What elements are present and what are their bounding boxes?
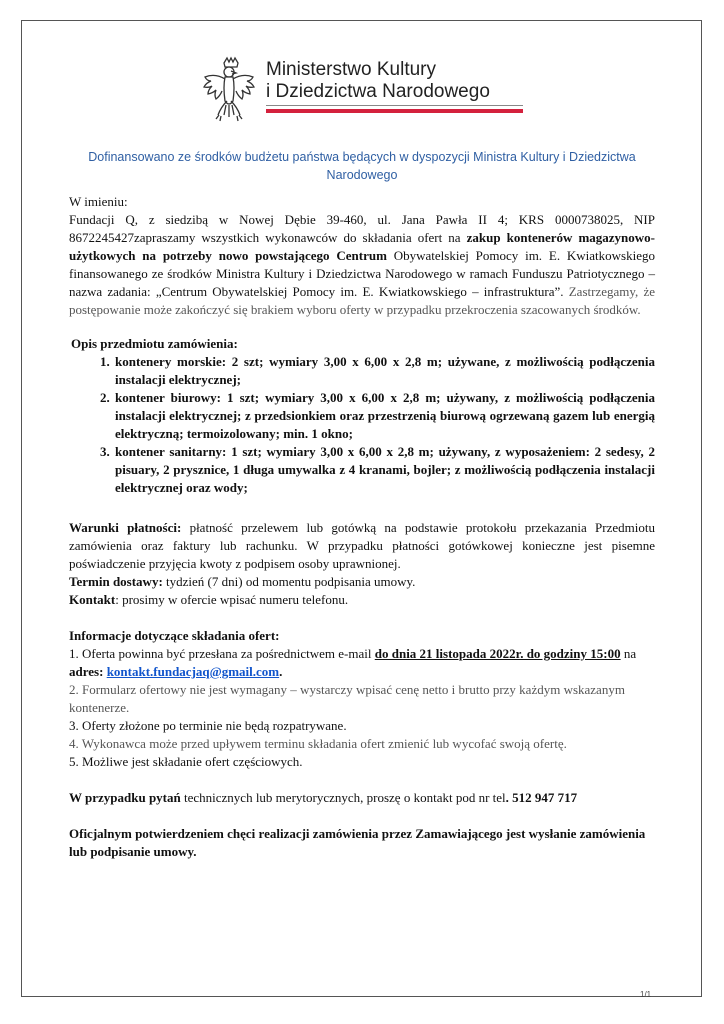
informacje-item-4: 4. Wykonawca może przed upływem terminu składania ofert zmienić lub wycofać swoją ofertę. xyxy=(69,736,567,751)
informacje-title: Informacje dotyczące składania ofert: xyxy=(69,628,280,643)
warunki-platnosci: Warunki płatności: płatność przelewem lub gotówką na podstawie protokołu przekazania Przedmiotu zamówienia oraz faktury lub rachunku. W przypadku płatności gotówkowej konieczne jest pisemne poświadczenie przyjęcia kwoty z podpisem osoby uprawnionej. xyxy=(69,520,655,571)
informacje-item-2: 2. Formularz ofertowy nie jest wymagany – wystarczy wpisać cenę netto i brutto przy każdym wskazanym kontenerze. xyxy=(69,682,625,715)
header-red-rule xyxy=(266,109,523,113)
intro-paragraph: Fundacji Q, z siedzibą w Nowej Dębie 39-460, ul. Jana Pawła II 4; KRS 0000738025, NIP 8672245427zapraszamy wszystkich wykonawców do składania ofert na zakup kontenerów magazynowo-użytkowych na potrzeby nowo powstającego Centrum Obywatelskiej Pomocy im. E. Kwiatkowskiego finansowanego ze środków Ministra Kultury i Dziedzictwa Narodowego w ramach Funduszu Patriotycznego – nazwa zadania: „Centrum Obywatelskiej Pomocy im. E. Kwiatkowskiego – infrastruktura”. Zastrzegamy, że postępowanie może zakończyć się brakiem wyboru oferty w przypadku przekroczenia szacowanych środków. xyxy=(69,212,655,317)
intro-label: W imieniu: xyxy=(69,194,128,209)
page-number: 1/1 xyxy=(640,990,652,999)
opis-item: 3. kontener sanitarny: 1 szt; wymiary 3,00 x 6,00 x 2,8 m; używany, z wyposażeniem: 2 sedesy, 2 pisuary, 2 prysznice, 1 długa umywalka z 4 kranami, bojler; z możliwością podłączenia instalacji elektrycznej oraz wody; xyxy=(113,443,655,497)
ministry-name-line2: i Dziedzictwa Narodowego xyxy=(266,81,490,102)
pytania-contact: W przypadku pytań technicznych lub merytorycznych, proszę o kontakt pod nr tel. 512 947 717 xyxy=(69,790,578,805)
informacje-item-1: 1. Oferta powinna być przesłana za pośrednictwem e-mail do dnia 21 listopada 2022r. do godziny 15:00 na adres: kontakt.fundacjaq@gmail.com. xyxy=(69,646,637,679)
ministry-name xyxy=(266,59,526,103)
termin-dostawy: Termin dostawy: tydzień (7 dni) od momentu podpisania umowy. xyxy=(69,574,416,589)
email-link[interactable]: kontakt.fundacjaq@gmail.com xyxy=(106,664,280,679)
final-statement: Oficjalnym potwierdzeniem chęci realizacji zamówienia przez Zamawiającego jest wysłanie zamówienia lub podpisanie umowy. xyxy=(69,826,646,859)
opis-item: 2. kontener biurowy: 1 szt; wymiary 3,00 x 6,00 x 2,8 m; używany, z możliwością podłączenia instalacji elektrycznej; z przedsionkiem oraz przestrzenią biurową ogrzewaną gazem lub energią elektryczną; termoizolowany; min. 1 okno; xyxy=(113,389,655,443)
document-body xyxy=(69,193,655,861)
opis-list xyxy=(69,353,655,497)
informacje-item-3: 3. Oferty złożone po terminie nie będą rozpatrywane. xyxy=(69,718,347,733)
informacje-item-5: 5. Możliwe jest składanie ofert częściowych. xyxy=(69,754,303,769)
header-thin-rule xyxy=(266,105,523,106)
ministry-header xyxy=(198,55,523,127)
polish-eagle-emblem-icon xyxy=(198,55,260,125)
funding-statement: Dofinansowano ze środków budżetu państwa będących w dyspozycji Ministra Kultury i Dziedzictwa Narodowego xyxy=(88,150,636,182)
ministry-name-line1: Ministerstwo Kultury xyxy=(266,59,436,80)
kontakt: Kontakt: prosimy w ofercie wpisać numeru telefonu. xyxy=(69,592,349,607)
opis-item: 1. kontenery morskie: 2 szt; wymiary 3,00 x 6,00 x 2,8 m; używane, z możliwością podłączenia instalacji elektrycznej; xyxy=(113,353,655,389)
opis-title: Opis przedmiotu zamówienia: xyxy=(71,336,238,351)
